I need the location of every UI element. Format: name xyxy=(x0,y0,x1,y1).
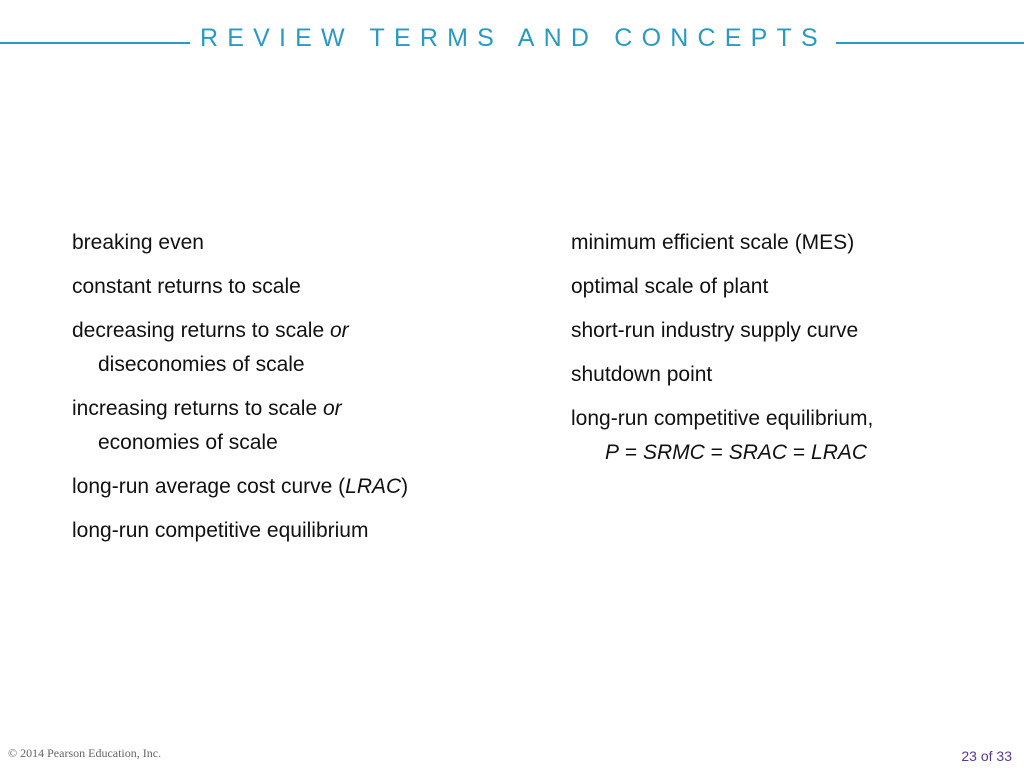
copyright-notice: © 2014 Pearson Education, Inc. xyxy=(8,746,162,760)
term-continuation: diseconomies of scale xyxy=(98,353,305,376)
term-text: shutdown point xyxy=(571,363,713,386)
term-text: long-run competitive equilibrium xyxy=(72,519,369,542)
term-continuation: economies of scale xyxy=(98,431,278,454)
equation-var-srac: SRAC xyxy=(728,441,788,464)
page-number: 23 of 33 xyxy=(961,748,1012,764)
term-text: increasing returns to scale xyxy=(72,397,323,420)
term-item xyxy=(72,226,512,260)
term-item xyxy=(72,270,512,304)
term-item xyxy=(571,358,1001,392)
term-text: constant returns to scale xyxy=(72,275,301,298)
terms-column-left xyxy=(72,226,512,558)
term-text: optimal scale of plant xyxy=(571,275,769,298)
slide-title: REVIEW TERMS AND CONCEPTS xyxy=(200,24,827,52)
term-connector: or xyxy=(329,319,349,342)
term-item xyxy=(571,270,1001,304)
term-item xyxy=(571,314,1001,348)
slide-header xyxy=(0,22,1024,62)
equation-var-p: P xyxy=(605,441,620,464)
terms-column-right xyxy=(571,226,1001,480)
equation-var-lrac: LRAC xyxy=(811,441,868,464)
term-text: short-run industry supply curve xyxy=(571,319,859,342)
equilibrium-equation xyxy=(597,436,1001,470)
term-item xyxy=(72,314,512,382)
equation-equals: = xyxy=(787,441,812,464)
term-item xyxy=(72,392,512,460)
term-item xyxy=(72,514,512,548)
term-text: breaking even xyxy=(72,231,204,254)
term-item xyxy=(72,470,512,504)
equation-equals: = xyxy=(704,441,729,464)
term-text: decreasing returns to scale xyxy=(72,319,330,342)
term-text-closing: ) xyxy=(401,475,409,498)
term-item xyxy=(571,226,1001,260)
equation-equals: = xyxy=(619,441,643,464)
equation-var-srmc: SRMC xyxy=(642,441,705,464)
term-text: minimum efficient scale (MES) xyxy=(571,231,855,254)
term-item xyxy=(571,402,1001,470)
title-rule-left xyxy=(0,42,190,44)
title-rule-right xyxy=(836,42,1024,44)
term-text: long-run average cost curve ( xyxy=(72,475,346,498)
term-text: long-run competitive equilibrium, xyxy=(571,407,874,430)
term-connector: or xyxy=(322,397,342,420)
term-abbreviation: LRAC xyxy=(345,475,402,498)
